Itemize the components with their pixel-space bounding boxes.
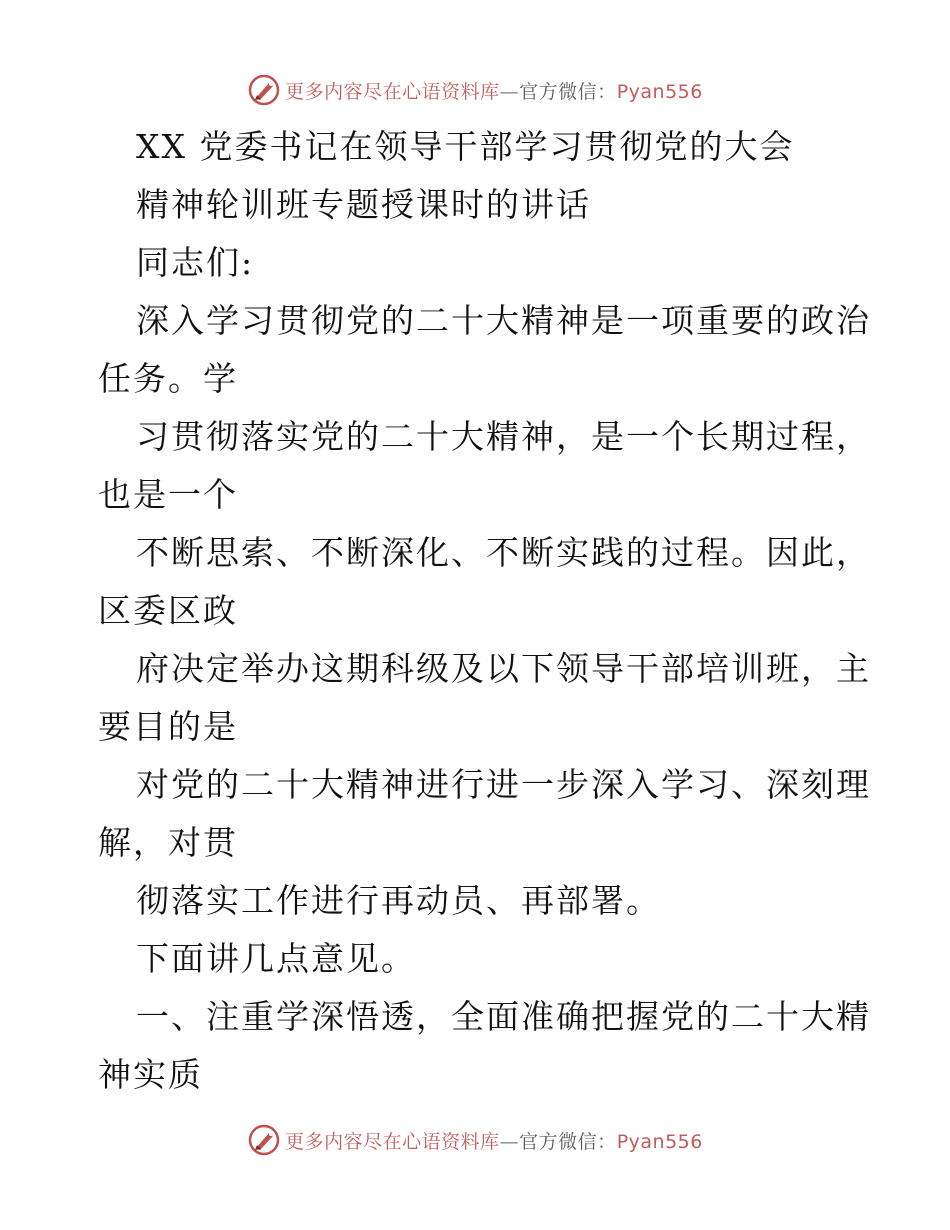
doc-line: 区委区政	[98, 591, 238, 630]
document-body	[98, 118, 871, 1104]
doc-line: 府决定举办这期科级及以下领导干部培训班，主	[136, 649, 871, 688]
banner-wechat-label: 官方微信：	[519, 80, 617, 103]
doc-section-heading: 一、注重学深悟透，全面准确把握党的二十大精	[136, 997, 871, 1036]
doc-line: 也是一个	[98, 475, 238, 514]
doc-salutation: 同志们:	[136, 243, 255, 282]
doc-line: 不断思索、不断深化、不断实践的过程。因此，	[136, 533, 871, 572]
banner-wechat-id: Pyan556	[616, 80, 703, 103]
doc-line: 彻落实工作进行再动员、再部署。	[136, 881, 661, 920]
banner-wechat-id: Pyan556	[616, 1130, 703, 1153]
doc-line: 解，对贯	[98, 823, 238, 862]
banner-wechat-label: 官方微信：	[519, 1130, 617, 1153]
doc-line: 习贯彻落实党的二十大精神，是一个长期过程，	[136, 417, 871, 456]
pen-logo-icon	[247, 1123, 281, 1157]
doc-line: 深入学习贯彻党的二十大精神是一项重要的政治	[136, 301, 871, 340]
header-watermark-banner	[0, 70, 950, 110]
doc-line: 任务。学	[98, 359, 238, 398]
doc-section-heading-cont: 神实质	[98, 1055, 203, 1094]
banner-text	[285, 77, 703, 104]
banner-dash: —	[499, 1130, 520, 1153]
footer-watermark-banner	[0, 1120, 950, 1160]
doc-line: 下面讲几点意见。	[136, 939, 416, 978]
doc-line: 对党的二十大精神进行进一步深入学习、深刻理	[136, 765, 871, 804]
doc-line: 要目的是	[98, 707, 238, 746]
doc-title-line-2: 精神轮训班专题授课时的讲话	[136, 185, 591, 224]
banner-site-text: 更多内容尽在心语资料库	[285, 80, 500, 103]
pen-logo-icon	[247, 73, 281, 107]
doc-title-line-1: XX 党委书记在领导干部学习贯彻党的大会	[136, 127, 795, 166]
banner-text	[285, 1127, 703, 1154]
banner-dash: —	[499, 80, 520, 103]
banner-site-text: 更多内容尽在心语资料库	[285, 1130, 500, 1153]
